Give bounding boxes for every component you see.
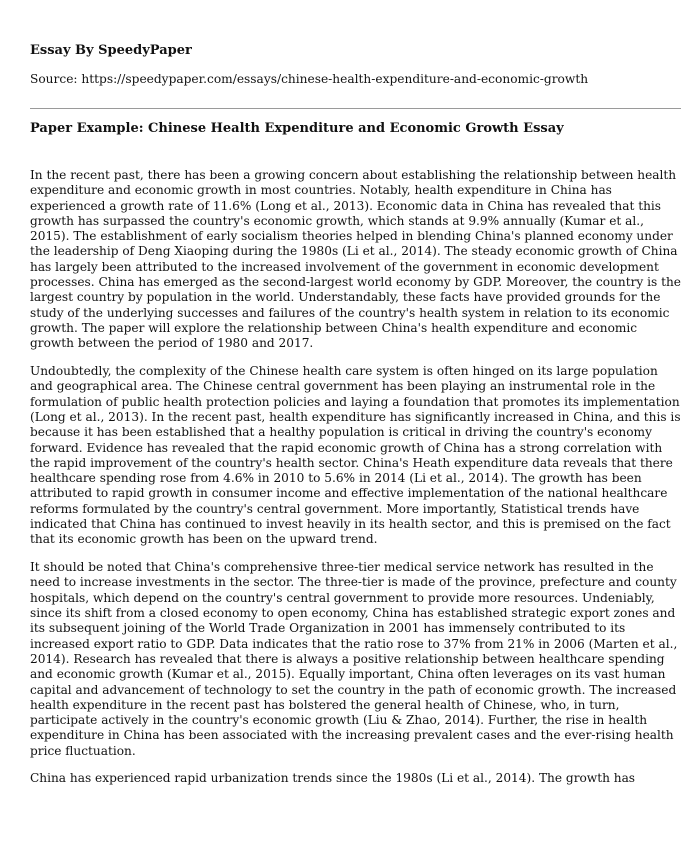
paragraph: China has experienced rapid urbanization trends since the 1980s (Li et al., 2014). The growth has bbox=[30, 771, 636, 786]
site-title: Essay By SpeedyPaper bbox=[30, 43, 192, 58]
essay-title: Paper Example: Chinese Health Expenditure and Economic Growth Essay bbox=[30, 121, 564, 136]
source-line: Source: https://speedypaper.com/essays/chinese-health-expenditure-and-economic-growth bbox=[30, 72, 589, 86]
header-divider bbox=[30, 108, 681, 109]
paragraph: Undoubtedly, the complexity of the Chinese health care system is often hinged on its large population and geographical area. The Chinese central government has been playing an instrumental role in the formulation of public health protection policies and laying a foundation that promotes its implementation (Long et al., 2013). In the recent past, health expenditure has significantly increased in China, and this is because it has been established that a healthy population is critical in driving the country's economy forward. Evidence has revealed that the rapid economic growth of China has a strong correlation with the rapid improvement of the country's health sector. China's Heath expenditure data reveals that there healthcare spending rose from 4.6% in 2010 to 5.6% in 2014 (Li et al., 2014). The growth has been attributed to rapid growth in consumer income and effective implementation of the national healthcare reforms formulated by the country's central government. More importantly, Statistical trends have indicated that China has continued to invest heavily in its health sector, and this is premised on the fact that its economic growth has been on the upward trend. bbox=[30, 364, 681, 547]
essay-body bbox=[30, 168, 681, 799]
paragraph: In the recent past, there has been a growing concern about establishing the relationship between health expenditure and economic growth in most countries. Notably, health expenditure in China has experienced a growth rate of 11.6% (Long et al., 2013). Economic data in China has revealed that this growth has surpassed the country's economic growth, which stands at 9.9% annually (Kumar et al., 2015). The establishment of early socialism theories helped in blending China's planned economy under the leadership of Deng Xiaoping during the 1980s (Li et al., 2014). The steady economic growth of China has largely been attributed to the increased involvement of the government in economic development processes. China has emerged as the second-largest world economy by GDP. Moreover, the country is the largest country by population in the world. Understandably, these facts have provided grounds for the study of the underlying successes and failures of the country's health system in relation to its economic growth. The paper will explore the relationship between China's health expenditure and economic growth between the period of 1980 and 2017. bbox=[30, 168, 681, 351]
paragraph: It should be noted that China's comprehensive three-tier medical service network has resulted in the need to increase investments in the sector. The three-tier is made of the province, prefecture and county hospitals, which depend on the country's central government to provide more resources. Undeniably, since its shift from a closed economy to open economy, China has established strategic export zones and its subsequent joining of the World Trade Organization in 2001 has immensely contributed to its increased export ratio to GDP. Data indicates that the ratio rose to 37% from 21% in 2006 (Marten et al., 2014). Research has revealed that there is always a positive relationship between healthcare spending and economic growth (Kumar et al., 2015). Equally important, China often leverages on its vast human capital and advancement of technology to set the country in the path of economic growth. The increased health expenditure in the recent past has bolstered the general health of Chinese, who, in turn, participate actively in the country's economic growth (Liu & Zhao, 2014). Further, the rise in health expenditure in China has been associated with the increasing prevalent cases and the ever-rising health price fluctuation. bbox=[30, 560, 678, 758]
